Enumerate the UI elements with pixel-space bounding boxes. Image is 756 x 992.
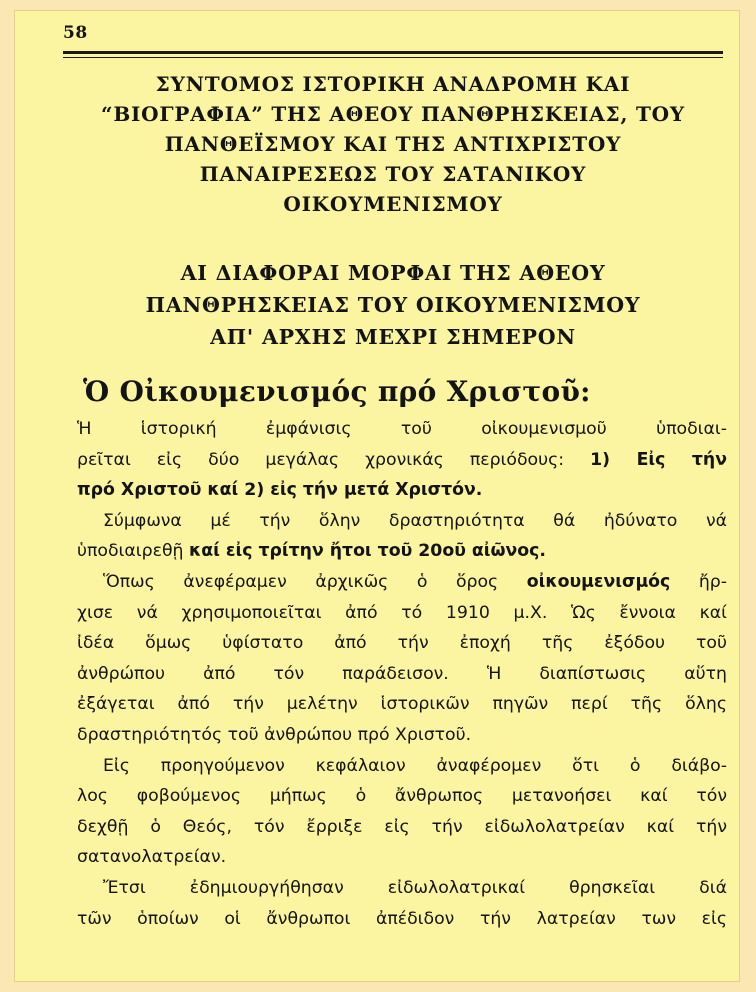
text-line: Ἡ ἱστορική ἐμφάνισις τοῦ οἰκουμενισμοῦ ὑποδιαι- (77, 419, 727, 439)
page-number: 58 (63, 23, 88, 43)
chapter-subtitle-line: ΠΑΝΘΡΗΣΚΕΙΑΣ ΤΟΥ ΟΙΚΟΥΜΕΝΙΣΜΟΥ (145, 293, 641, 317)
chapter-title (63, 69, 723, 219)
text-span: ὑποδιαιρεθῇ (77, 541, 189, 562)
text-span: Ὅπως ἀνεφέραμεν ἀρχικῶς ὁ ὅρος (103, 571, 527, 592)
text-span-bold: οἰκουμενισμός (526, 571, 671, 592)
text-line: χισε νά χρησιμοποιεῖται ἀπό τό 1910 μ.Χ. Ὡς ἔννοια καί (77, 602, 727, 623)
text-line: ἰδέα ὅμως ὑφίστατο ἀπό τήν ἐποχή τῆς ἐξόδου τοῦ (77, 633, 727, 654)
text-span: ρεῖται εἰς δύο μεγάλας χρονικάς περιόδους: (77, 449, 591, 470)
chapter-title-line: ΠΑΝΑΙΡΕΣΕΩΣ ΤΟΥ ΣΑΤΑΝΙΚΟΥ (199, 162, 587, 186)
book-page (14, 10, 740, 982)
text-line: τῶν ὁποίων οἱ ἄνθρωποι ἀπέδιδον τήν λατρείαν των εἰς (77, 908, 727, 929)
chapter-subtitle-line: ΑΙ ΔΙΑΦΟΡΑΙ ΜΟΡΦΑΙ ΤΗΣ ΑΘΕΟΥ (180, 261, 606, 285)
text-line: δραστηριότητός τοῦ ἀνθρώπου πρό Χριστοῦ. (77, 724, 472, 745)
text-line (77, 536, 727, 567)
section-heading: Ὁ Οἰκουμενισμός πρό Χριστοῦ: (83, 375, 591, 408)
text-line: σατανολατρείαν. (77, 847, 227, 868)
chapter-subtitle-line: ΑΠ' ΑΡΧΗΣ ΜΕΧΡΙ ΣΗΜΕΡΟΝ (210, 325, 576, 349)
text-line: Ἔτσι ἐδημιουργήθησαν εἰδωλολατρικαί θρησκεῖαι διά (103, 877, 727, 898)
header-rule-thin (63, 57, 723, 58)
chapter-subtitle (63, 257, 723, 353)
text-span-bold: 1) Εἰς τήν (590, 449, 728, 470)
text-line: ἐξάγεται ἀπό τήν μελέτην ἱστορικῶν πηγῶν περί τῆς ὅλης (77, 694, 727, 715)
chapter-title-line: ΟΙΚΟΥΜΕΝΙΣΜΟΥ (283, 192, 503, 216)
text-line (77, 567, 727, 598)
text-line: Σύμφωνα μέ τήν ὅλην δραστηριότητα θά ἠδύνατο νά (103, 510, 727, 531)
text-span-bold: καί εἰς τρίτην ἤτοι τοῦ 20οῦ αἰῶνος. (188, 541, 546, 562)
text-line: δεχθῇ ὁ Θεός, τόν ἔρριξε εἰς τήν εἰδωλολατρείαν καί τήν (77, 816, 727, 837)
body-text (77, 414, 727, 934)
chapter-title-line: ΠΑΝΘΕΪΣΜΟΥ ΚΑΙ ΤΗΣ ΑΝΤΙΧΡΙΣΤΟΥ (164, 132, 622, 156)
text-line (77, 445, 727, 476)
text-line: ἀνθρώπου ἀπό τόν παράδεισον. Ἡ διαπίστωσις αὕτη (77, 663, 727, 684)
text-line-bold: πρό Χριστοῦ καί 2) εἰς τήν μετά Χριστόν. (77, 480, 483, 501)
text-line: Εἰς προηγούμενον κεφάλαιον ἀναφέρομεν ὅτι ὁ διάβο- (103, 755, 727, 776)
header-rule-thick (63, 51, 723, 54)
chapter-title-line: “ΒΙΟΓΡΑΦΙΑ” ΤΗΣ ΑΘΕΟΥ ΠΑΝΘΡΗΣΚΕΙΑΣ, ΤΟΥ (101, 102, 685, 126)
text-line: λος φοβούμενος μήπως ὁ ἄνθρωπος μετανοήσει καί τόν (77, 786, 727, 807)
text-span: ἤρ- (670, 571, 727, 592)
chapter-title-line: ΣΥΝΤΟΜΟΣ ΙΣΤΟΡΙΚΗ ΑΝΑΔΡΟΜΗ ΚΑΙ (155, 72, 631, 96)
